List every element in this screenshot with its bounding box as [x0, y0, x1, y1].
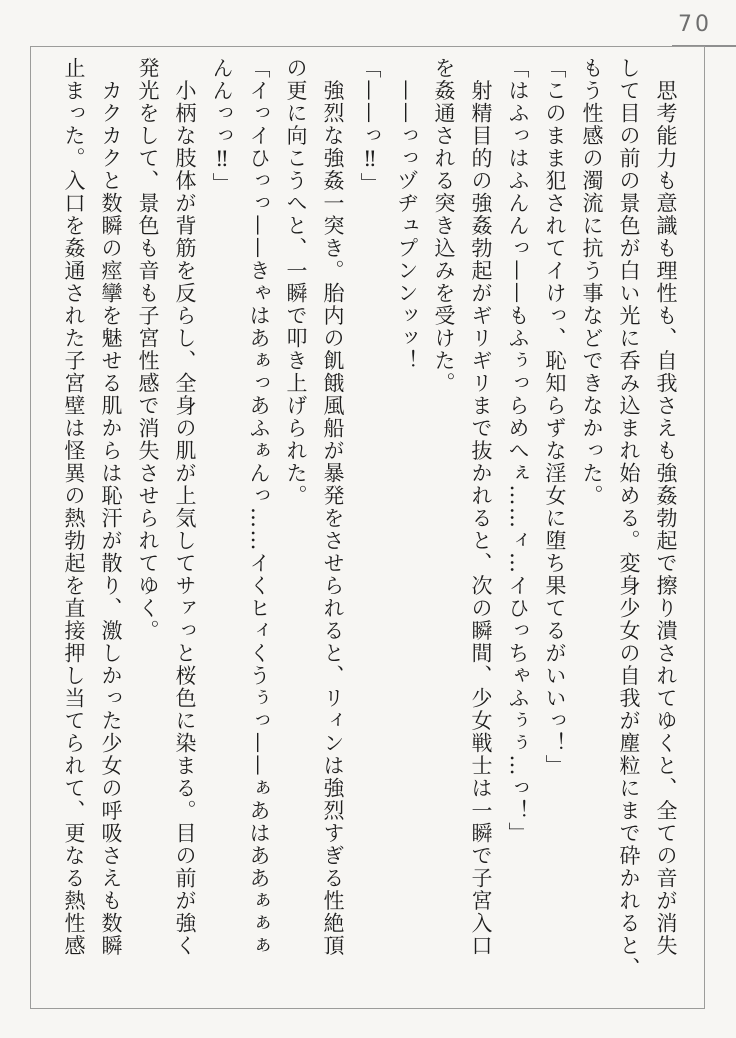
text-line: を姦通される突き込みを受けた。: [432, 57, 456, 395]
text-block: [55, 57, 684, 1001]
text-line: カクカクと数瞬の痙攣を魅せる肌からは恥汗が散り、激しかった少女の呼吸さえも数瞬: [99, 57, 123, 957]
text-line: 「イっイひっっ——きゃはあぁっあふぁんっ……イくヒィくうぅっ——ぁあはああぁぁぁ: [247, 57, 271, 957]
text-line: 思考能力も意識も理性も、自我さえも強姦勃起で擦り潰されてゆくと、全ての音が消失: [654, 57, 678, 957]
text-line: ——っっヅヂュプンンッッ！: [395, 57, 419, 372]
text-line: 小柄な肢体が背筋を反らし、全身の肌が上気してサァっと桜色に染まる。目の前が強く: [173, 57, 197, 957]
page-number: 70: [678, 12, 712, 37]
text-line: んんっっ‼」: [210, 57, 234, 195]
text-line: 発光をして、景色も音も子宮性感で消失させられてゆく。: [136, 57, 160, 642]
text-line: して目の前の景色が白い光に呑み込まれ始める。変身少女の自我が塵粒にまで砕かれると、: [617, 57, 641, 980]
text-line: 強烈な強姦一突き。胎内の飢餓風船が暴発をさせられると、リィンは強烈すぎる性絶頂: [321, 57, 345, 957]
text-line: 「はふっはふんんっ——もふぅっらめへぇ……ィ…イひっちゃふぅぅ…っ！」: [506, 57, 530, 845]
text-line: 「このまま犯されてイけっ、恥知らずな淫女に堕ち果てるがいいっ！」: [543, 57, 567, 777]
text-line: 止まった。入口を姦通された子宮壁は怪異の熱勃起を直接押し当てられて、更なる熱性感: [62, 57, 86, 957]
text-line: の更に向こうへと、一瞬で叩き上げられた。: [284, 57, 308, 507]
text-line: 「——っ‼」: [358, 57, 382, 195]
text-line: 射精目的の強姦勃起がギリギリまで抜かれると、次の瞬間、少女戦士は一瞬で子宮入口: [469, 57, 493, 957]
text-line: もう性感の濁流に抗う事などできなかった。: [580, 57, 604, 507]
